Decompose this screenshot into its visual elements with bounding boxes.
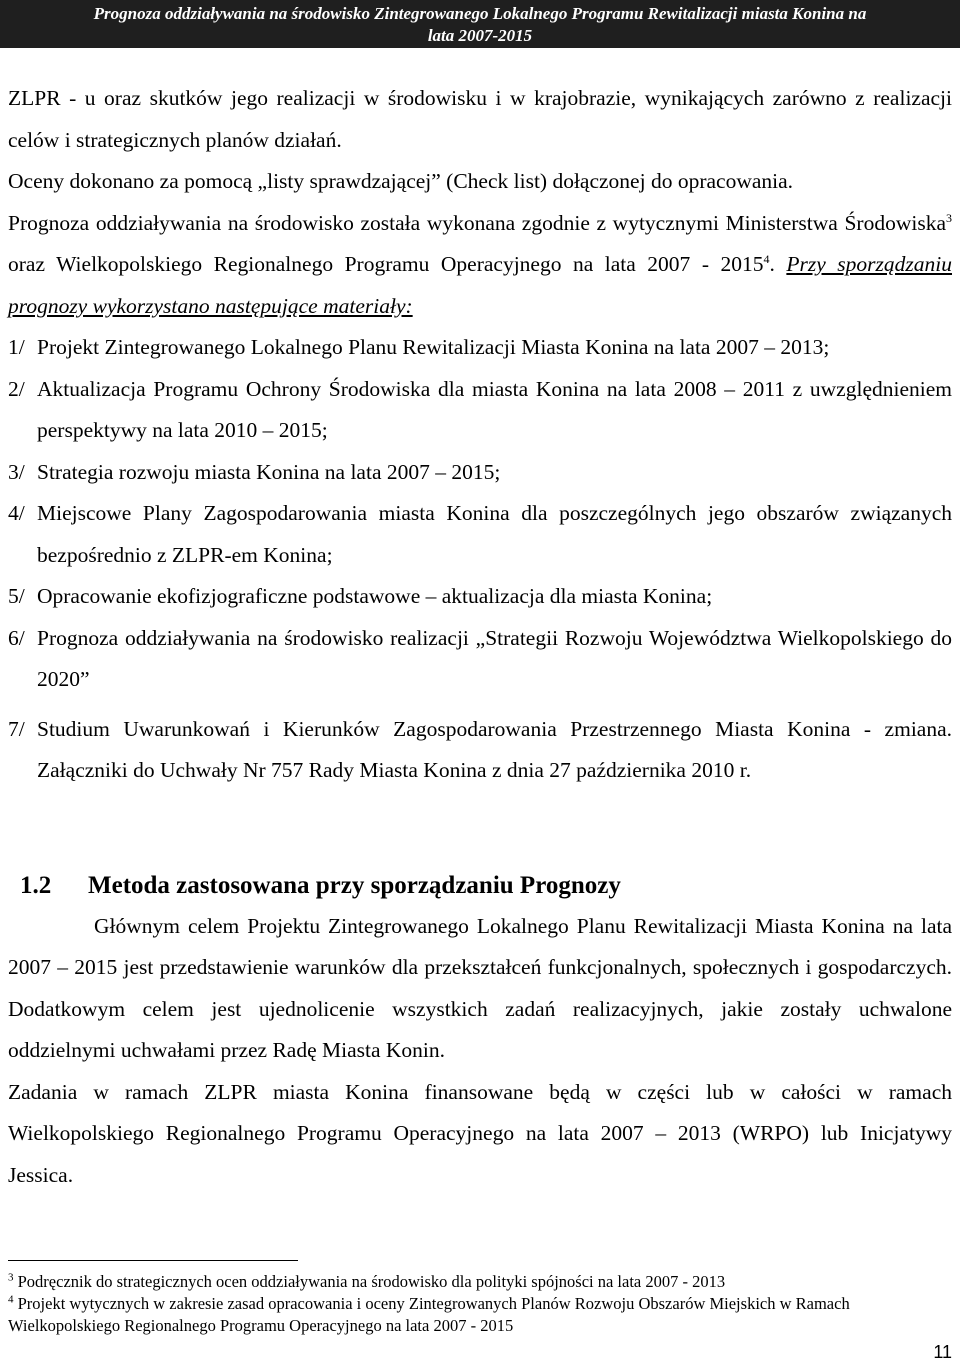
list-item-number: 2/ <box>8 376 25 401</box>
list-item-number: 3/ <box>8 459 25 484</box>
list-item-number: 5/ <box>8 584 25 608</box>
list-item <box>8 369 952 452</box>
list-item-text: Projekt Zintegrowanego Lokalnego Planu Rewitalizacji Miasta Konina na lata 2007 – 2013; <box>37 335 830 359</box>
list-item-text: Miejscowe Plany Zagospodarowania miasta Konina dla poszczególnych jego obszarów związanych bezpośrednio z ZLPR-em Konina; <box>37 501 952 567</box>
footnote-text: Projekt wytycznych w zakresie zasad opracowania i oceny Zintegrowanych Planów Rozwoju Obszarów Miejskich w Ramach Wielkopolskiego Regionalnego Programu Operacyjnego na lata 2007 - 2015 <box>8 1294 850 1335</box>
list-item <box>8 327 952 369</box>
footnote-number: 4 <box>8 1293 14 1306</box>
list-item <box>8 576 952 618</box>
list-item-text: Aktualizacja Programu Ochrony Środowiska dla miasta Konina na lata 2008 – 2011 z uwzględnieniem perspektywy na lata 2010 – 2015; <box>37 376 952 442</box>
intro-p3-text-a: Prognoza oddziaływania na środowisko została wykonana zgodnie z wytycznymi Ministerstwa Środowiska <box>8 210 946 235</box>
footnote-4 <box>8 1293 952 1337</box>
list-item-text: Strategia rozwoju miasta Konina na lata 2007 – 2015; <box>37 459 501 484</box>
page-content <box>8 78 952 1196</box>
list-item <box>8 493 952 576</box>
intro-paragraph-2: Oceny dokonano za pomocą „listy sprawdzającej” (Check list) dołączonej do opracowania. <box>8 169 794 193</box>
footnote-divider <box>8 1260 298 1261</box>
page-number: 11 <box>933 1342 952 1362</box>
materials-list <box>8 327 952 792</box>
intro-p3-text-b: oraz Wielkopolskiego Regionalnego Programu Operacyjnego na lata 2007 - 2015 <box>8 252 764 276</box>
footnotes <box>8 1271 952 1337</box>
list-item-text: Prognoza oddziaływania na środowisko realizacji „Strategii Rozwoju Województwa Wielkopolskiego do 2020” <box>37 625 952 691</box>
footnote-number: 3 <box>8 1271 14 1284</box>
document-header <box>0 0 960 48</box>
footnote-text: Podręcznik do strategicznych ocen oddziaływania na środowisko dla polityki spójności na lata 2007 - 2013 <box>17 1272 726 1291</box>
list-item-number: 6/ <box>8 625 25 650</box>
intro-paragraph-1: ZLPR - u oraz skutków jego realizacji w środowisku i w krajobrazie, wynikających zarówno z realizacji celów i strategicznych planów działań. <box>8 86 952 152</box>
intro-p3-text-c: . <box>769 252 787 276</box>
section-title: Metoda zastosowana przy sporządzaniu Prognozy <box>88 871 621 899</box>
list-item-text: Opracowanie ekofizjograficzne podstawowe – aktualizacja dla miasta Konina; <box>37 584 713 608</box>
section-paragraph-1: Głównym celem Projektu Zintegrowanego Lokalnego Planu Rewitalizacji Miasta Konina na lata 2007 – 2015 jest przedstawienie warunków dla przekształceń funkcjonalnych, społecznych i gospodarczych. Dodatkowym celem jest ujednolicenie wszystkich zadań realizacyjnych, jakie zostały uchwalone oddzielnymi uchwałami przez Radę Miasta Konin. <box>8 913 952 1062</box>
list-item <box>8 618 952 701</box>
footnote-3 <box>8 1271 952 1293</box>
list-item <box>8 452 952 494</box>
materials-heading: Przy sporządzaniu prognozy wykorzystano następujące materiały: <box>8 252 952 318</box>
header-line-2: lata 2007-2015 <box>427 26 533 45</box>
list-item-number: 7/ <box>8 716 25 741</box>
list-item-number: 4/ <box>8 501 25 525</box>
section-number: 1.2 <box>20 871 52 899</box>
list-item <box>8 709 952 792</box>
header-line-1: Prognoza oddziaływania na środowisko Zintegrowanego Lokalnego Programu Rewitalizacji miasta Konina na <box>93 4 867 23</box>
footnote-ref-3[interactable]: 3 <box>946 210 952 225</box>
section-heading <box>8 866 952 906</box>
intro-paragraph-3 <box>8 203 952 328</box>
section-paragraph-2: Zadania w ramach ZLPR miasta Konina finansowane będą w części lub w całości w ramach Wielkopolskiego Regionalnego Programu Operacyjnego na lata 2007 – 2013 (WRPO) lub Inicjatywy Jessica. <box>8 1079 952 1187</box>
list-item-text: Studium Uwarunkowań i Kierunków Zagospodarowania Przestrzennego Miasta Konina - zmiana. Załączniki do Uchwały Nr 757 Rady Miasta Konina z dnia 27 października 2010 r. <box>37 716 952 782</box>
list-item-number: 1/ <box>8 335 25 359</box>
footnote-ref-4[interactable]: 4 <box>763 251 770 266</box>
